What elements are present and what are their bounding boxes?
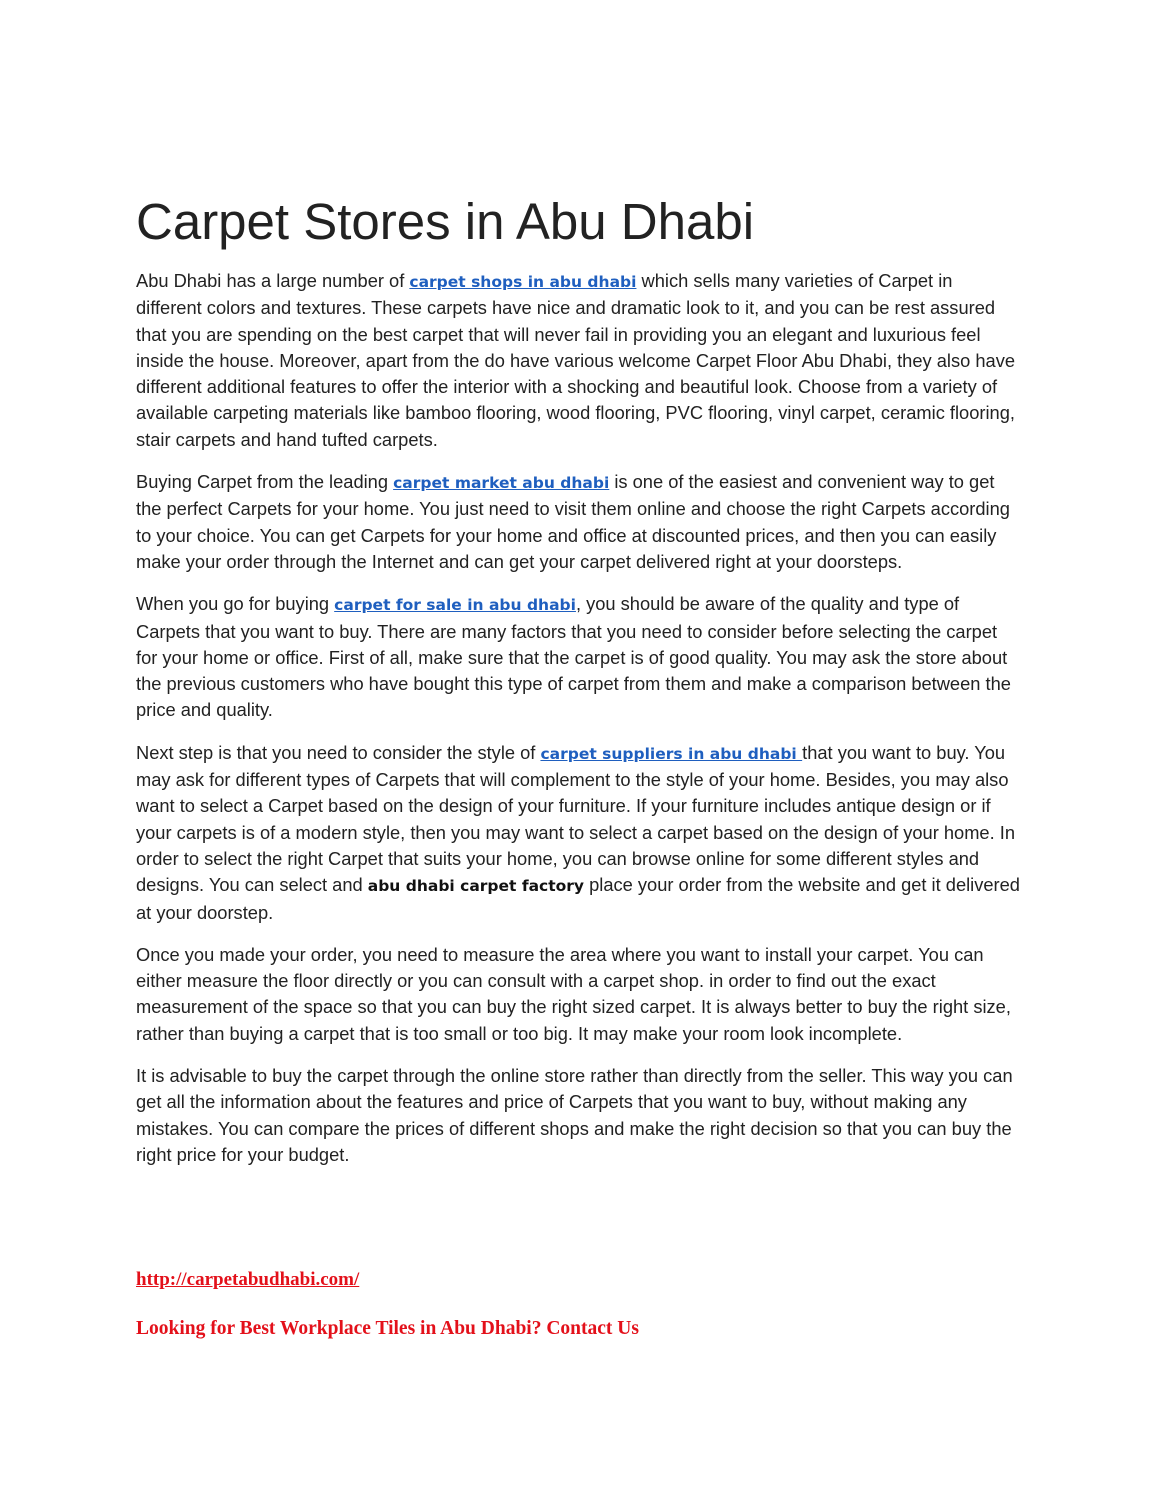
- contact-cta: Looking for Best Workplace Tiles in Abu Dhabi? Contact Us: [136, 1318, 639, 1339]
- website-link[interactable]: http://carpetabudhabi.com/: [136, 1269, 360, 1290]
- paragraph-4-text-b: that you want to buy. You may ask for different types of Carpets that will complement to the style of your home. Besides, you may also want to select a Carpet based on the design of your furniture. If your furniture includes antique design or if your carpets is of a modern style, then you may want to select a carpet based on the design of your home. In order to select the right Carpet that suits your home, you can browse online for some different styles and designs. You can select and: [136, 741, 1015, 896]
- page-title: Carpet Stores in Abu Dhabi: [136, 193, 755, 250]
- paragraph-2: [136, 469, 1020, 575]
- link-carpet-shops[interactable]: carpet shops in abu dhabi: [409, 273, 637, 291]
- paragraph-4: [136, 740, 1020, 926]
- paragraph-2-text-a: Buying Carpet from the leading: [136, 471, 394, 493]
- document-body: [136, 190, 1020, 1184]
- paragraph-4-text-c: place your order from the website and get it delivered at your doorstep.: [136, 874, 1020, 923]
- paragraph-1-text-b: which sells many varieties of Carpet in different colors and textures. These carpets have nice and dramatic look to it, and you can be rest assured that you are spending on the best carpet that will never fail in providing you an elegant and luxurious feel inside the house. Moreover, apart from the do have various welcome Carpet Floor Abu Dhabi, they also have different additional features to offer the interior with a shocking and beautiful look. Choose from a variety of available carpeting materials like bamboo flooring, wood flooring, PVC flooring, vinyl carpet, ceramic flooring, stair carpets and hand tufted carpets.: [136, 270, 1015, 450]
- paragraph-6: It is advisable to buy the carpet through the online store rather than directly from the seller. This way you can get all the information about the features and price of Carpets that you want to buy, without making any mistakes. You can compare the prices of different shops and make the right decision so that you can buy the right price for your budget.: [136, 1065, 1013, 1165]
- paragraph-4-text-a: Next step is that you need to consider the style of: [136, 741, 541, 763]
- paragraph-3: [136, 591, 1020, 723]
- link-carpet-for-sale[interactable]: carpet for sale in abu dhabi: [334, 596, 576, 615]
- paragraph-3-text-b: , you should be aware of the quality and type of Carpets that you want to buy. There are many factors that you need to consider before selecting the carpet for your home or office. First of all, make sure that the carpet is of good quality. You may ask the store about the previous customers who have bought this type of carpet from them and make a comparison between the price and quality.: [136, 593, 1011, 721]
- paragraph-2-text-b: is one of the easiest and convenient way to get the perfect Carpets for your home. You just need to visit them online and choose the right Carpets according to your choice. You can get Carpets for your home and office at discounted prices, and then you can easily make your order through the Internet and can get your carpet delivered right at your doorsteps.: [136, 471, 1010, 572]
- bold-keyword-carpet-factory: abu dhabi carpet factory: [367, 877, 585, 896]
- paragraph-5: Once you made your order, you need to measure the area where you want to install your carpet. You can either measure the floor directly or you can consult with a carpet shop. in order to find out the exact measurement of the space so that you can buy the right sized carpet. It is always better to buy the right size, rather than buying a carpet that is too small or too big. It may make your room look incomplete.: [136, 943, 1011, 1044]
- paragraph-3-text-a: When you go for buying: [136, 593, 335, 615]
- link-carpet-market[interactable]: carpet market abu dhabi: [393, 474, 610, 493]
- paragraph-1: [136, 268, 1020, 453]
- link-carpet-suppliers[interactable]: carpet suppliers in abu dhabi: [540, 744, 803, 763]
- paragraph-1-text-a: Abu Dhabi has a large number of: [136, 270, 410, 291]
